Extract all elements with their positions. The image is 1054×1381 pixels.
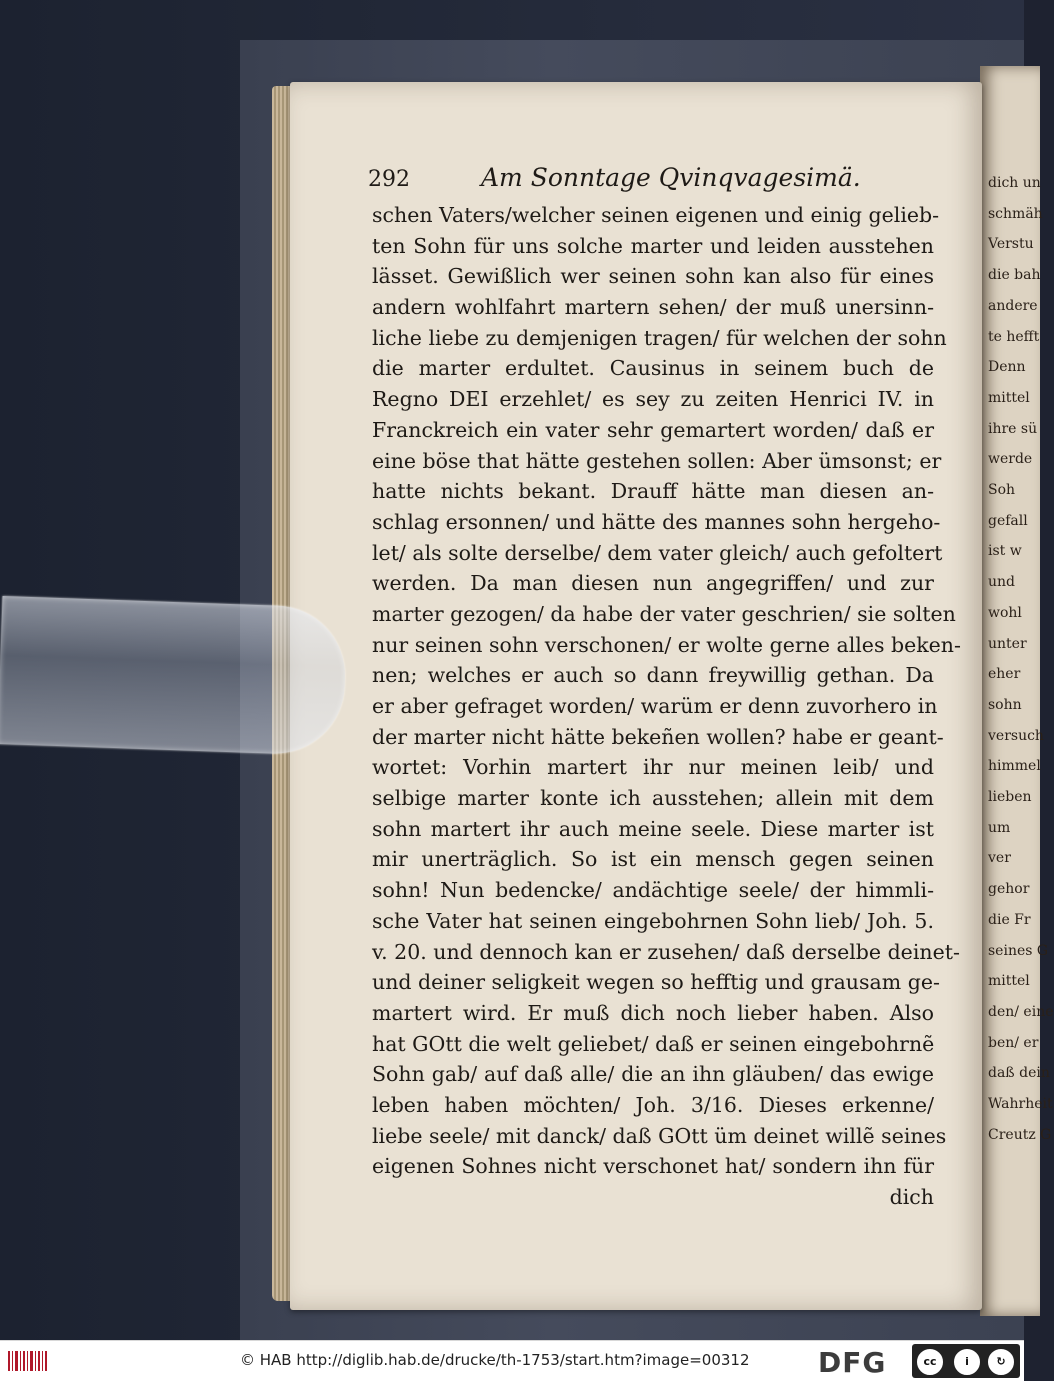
facing-page-fragment: Denn xyxy=(988,359,1026,376)
facing-page-fragment: um xyxy=(988,819,1011,836)
facing-page-fragment: himmel xyxy=(988,758,1041,775)
hab-barcode-logo-icon xyxy=(8,1349,48,1373)
facing-page-fragment: und xyxy=(988,574,1015,591)
facing-page-fragment: unter xyxy=(988,635,1027,652)
text-line: werden. Da man diesen nun angegriffen/ und zur xyxy=(372,571,934,596)
page-header xyxy=(368,163,928,199)
text-line: schen Vaters/welcher seinen eigenen und einig gelieb- xyxy=(372,203,940,227)
text-line: schlag ersonnen/ und hätte des mannes sohn hergeho- xyxy=(372,509,941,534)
running-title: Am Sonntage Qvinqvagesimä. xyxy=(481,163,861,192)
facing-page-fragment: Verstu xyxy=(988,236,1034,253)
facing-page-fragment: daß dein xyxy=(988,1065,1050,1082)
text-line: liche liebe zu demjenigen tragen/ für welchen der sohn xyxy=(372,325,947,350)
text-line: nen; welches er auch so dann freywillig gethan. Da xyxy=(372,663,934,688)
sa-label: SA xyxy=(995,1368,1005,1376)
facing-page-fragment: lieben xyxy=(988,789,1032,806)
facing-page-text xyxy=(988,168,1054,1151)
text-line: er aber gefraget worden/ warüm er denn zuvorhero in xyxy=(372,694,938,718)
facing-page-fragment: ihre sü xyxy=(988,420,1038,437)
text-line: mir unerträglich. So ist ein mensch gegen seinen xyxy=(372,847,934,872)
text-line: der marter nicht hätte bekeñen wollen? habe er geant- xyxy=(372,724,944,749)
facing-page-fragment: mittel xyxy=(988,973,1030,990)
facing-page-fragment: sohn xyxy=(988,696,1022,713)
facing-page-fragment: Soh xyxy=(988,482,1016,499)
by-label: BY xyxy=(961,1368,970,1376)
text-line: liebe seele/ mit danck/ daß GOtt üm deinet willẽ seines xyxy=(372,1123,947,1148)
facing-page-fragment: den/ eine xyxy=(988,1003,1054,1020)
text-line: und deiner seligkeit wegen so hefftig und grausam ge- xyxy=(372,970,940,995)
facing-page-fragment: te hefft xyxy=(988,328,1040,345)
facing-page-fragment: Wahrheit xyxy=(988,1096,1053,1113)
sa-icon: ↻ xyxy=(986,1347,1016,1377)
facing-page-fragment: werde xyxy=(988,451,1033,468)
catchword: dich xyxy=(889,1185,934,1209)
cc-icon: cc xyxy=(915,1347,945,1377)
text-line: andern wohlfahrt martern sehen/ der muß unersinn- xyxy=(372,295,934,320)
text-line: hatte nichts bekant. Drauff hätte man diesen an- xyxy=(372,479,934,504)
facing-page-fragment: die Fr xyxy=(988,911,1031,928)
text-line: wortet: Vorhin martert ihr nur meinen leib/ und xyxy=(372,755,934,780)
by-icon: i xyxy=(952,1347,982,1377)
copyright-link[interactable]: © HAB http://diglib.hab.de/drucke/th-1753/start.htm?image=00312 xyxy=(240,1351,750,1369)
cc-license-badge[interactable] xyxy=(912,1344,1020,1378)
facing-page-fragment: die bah xyxy=(988,267,1041,284)
text-line: leben haben möchten/ Joh. 3/16. Dieses erkenne/ xyxy=(372,1092,934,1117)
facing-page-fragment: gefall xyxy=(988,512,1028,529)
body-text xyxy=(372,200,961,1213)
viewer-footer xyxy=(0,1340,1024,1381)
dfg-logo: DFG xyxy=(818,1346,887,1379)
facing-page-fragment: schmäh xyxy=(988,205,1043,222)
facing-page-fragment: andere xyxy=(988,297,1038,314)
facing-page-fragment: ben/ er xyxy=(988,1034,1039,1051)
text-line: lässet. Gewißlich wer seinen sohn kan also für eines xyxy=(372,264,934,289)
text-line: ten Sohn für uns solche marter und leiden ausstehen xyxy=(372,233,934,258)
text-line: nur seinen sohn verschonen/ er wolte gerne alles beken- xyxy=(372,632,961,657)
facing-page-fragment: versuch xyxy=(988,727,1044,744)
text-line: sche Vater hat seinen eingebohrnen Sohn lieb/ Joh. 5. xyxy=(372,908,934,933)
facing-page-fragment: dich un xyxy=(988,175,1041,191)
facing-page-fragment: ver xyxy=(988,850,1011,867)
text-line: Franckreich ein vater sehr gemartert worden/ daß er xyxy=(372,417,934,442)
facing-page-fragment: ist w xyxy=(988,543,1022,560)
text-line: Sohn gab/ auf daß alle/ die an ihn gläuben/ das ewige xyxy=(372,1062,934,1087)
text-line: let/ als solte derselbe/ dem vater gleich/ auch gefoltert xyxy=(372,540,943,565)
text-line: v. 20. und dennoch kan er zusehen/ daß derselbe deinet- xyxy=(372,939,960,964)
facing-page-fragment: gehor xyxy=(988,881,1030,898)
text-line: martert wird. Er muß dich noch lieber haben. Also xyxy=(372,1000,934,1025)
page-number: 292 xyxy=(368,167,410,192)
text-line: eine böse that hätte gestehen sollen: Aber ümsonst; er xyxy=(372,448,942,473)
facing-page-fragment: seines G xyxy=(988,942,1049,959)
facing-page-fragment: mittel xyxy=(988,389,1030,406)
text-line: Regno DEI erzehlet/ es sey zu zeiten Henrici IV. in xyxy=(372,387,934,412)
glass-page-holder xyxy=(0,596,347,756)
facing-page-fragment: wohl xyxy=(988,604,1022,621)
text-line: die marter erdultet. Causinus in seinem buch de xyxy=(372,356,934,381)
text-line: selbige marter konte ich ausstehen; allein mit dem xyxy=(372,786,934,811)
text-line: hat GOtt die welt geliebet/ daß er seinen eingebohrnẽ xyxy=(372,1031,935,1056)
text-line: eigenen Sohnes nicht verschonet hat/ sondern ihn für xyxy=(372,1154,934,1179)
facing-page-fragment: eher xyxy=(988,666,1021,683)
text-line: marter gezogen/ da habe der vater geschrien/ sie solten xyxy=(372,601,956,626)
facing-page-fragment: Creutz G xyxy=(988,1126,1052,1143)
text-line: sohn! Nun bedencke/ andächtige seele/ der himmli- xyxy=(372,878,934,903)
text-line: sohn martert ihr auch meine seele. Diese marter ist xyxy=(372,816,934,841)
